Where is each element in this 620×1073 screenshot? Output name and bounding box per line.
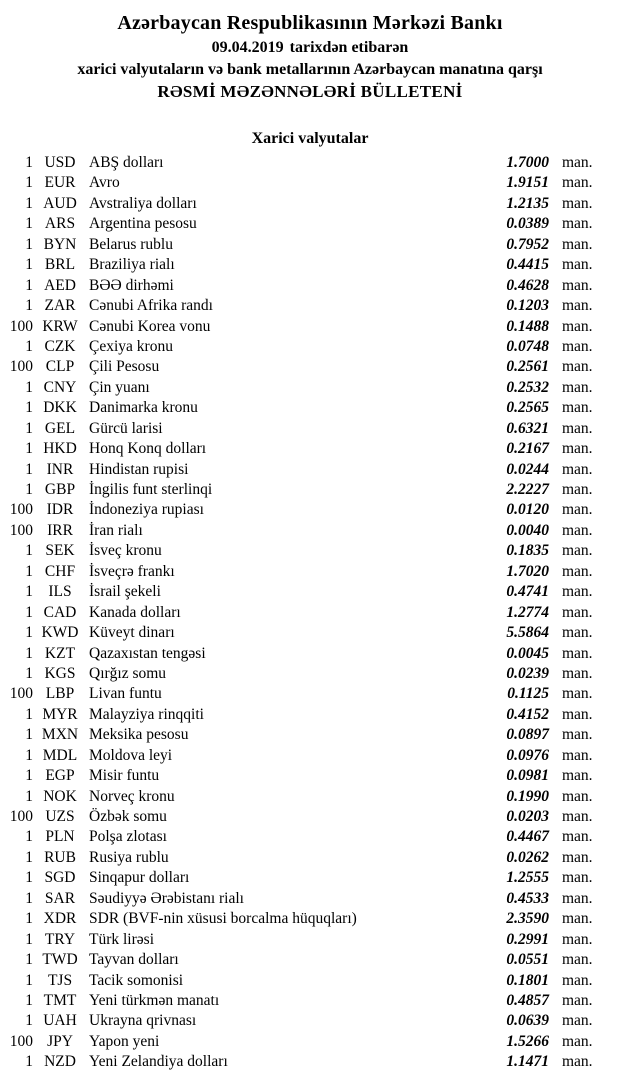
currency-quantity: 1 — [25, 194, 33, 212]
currency-name: Cənubi Afrika randı — [89, 297, 213, 315]
manat-unit-label: man. — [562, 971, 593, 989]
currency-code: BRL — [44, 256, 76, 274]
effective-date: 09.04.2019 — [211, 39, 284, 56]
manat-unit-label: man. — [562, 1032, 593, 1050]
currency-code: UAH — [43, 1012, 77, 1030]
manat-unit-label: man. — [562, 194, 593, 212]
currency-rate: 0.0981 — [506, 767, 549, 785]
currency-rate: 0.4628 — [506, 276, 549, 294]
currency-code: CNY — [43, 378, 77, 396]
manat-unit-label: man. — [562, 930, 593, 948]
currency-name: Sinqapur dolları — [89, 869, 190, 887]
manat-unit-label: man. — [562, 603, 593, 621]
currency-row — [0, 725, 620, 745]
currency-rate: 0.2991 — [506, 930, 549, 948]
manat-unit-label: man. — [562, 562, 593, 580]
currency-quantity: 1 — [25, 460, 33, 478]
currency-rate: 0.1835 — [506, 542, 549, 560]
currency-row — [0, 644, 620, 664]
currency-name: Tacik somonisi — [89, 971, 184, 989]
currency-name: Yapon yeni — [89, 1032, 160, 1050]
currency-code: PLN — [45, 828, 75, 846]
currency-code: IDR — [46, 501, 74, 519]
currency-code: KZT — [44, 644, 76, 662]
currency-row — [0, 460, 620, 480]
manat-unit-label: man. — [562, 624, 593, 642]
currency-quantity: 1 — [25, 399, 33, 417]
manat-unit-label: man. — [562, 705, 593, 723]
currency-code: NOK — [43, 787, 77, 805]
currency-code: INR — [46, 460, 74, 478]
currency-quantity: 1 — [25, 276, 33, 294]
currency-quantity: 1 — [25, 991, 33, 1009]
manat-unit-label: man. — [562, 460, 593, 478]
currency-row — [0, 930, 620, 950]
manat-unit-label: man. — [562, 808, 593, 825]
currency-row — [0, 684, 620, 704]
manat-unit-label: man. — [562, 174, 593, 192]
currency-rate: 0.0389 — [506, 215, 549, 233]
manat-unit-label: man. — [562, 154, 593, 171]
manat-unit-label: man. — [562, 542, 593, 560]
currency-quantity: 1 — [25, 215, 33, 233]
currency-rate: 0.2561 — [506, 358, 549, 376]
manat-unit-label: man. — [562, 215, 593, 233]
currency-quantity: 1 — [25, 235, 33, 253]
manat-unit-label: man. — [562, 685, 593, 703]
currency-rate: 5.5864 — [506, 624, 549, 642]
currency-rate: 0.0239 — [506, 664, 549, 682]
manat-unit-label: man. — [562, 317, 593, 335]
currency-rate: 0.1125 — [507, 685, 549, 703]
currency-row — [0, 521, 620, 541]
currency-quantity: 1 — [25, 562, 33, 580]
currency-row — [0, 603, 620, 623]
manat-unit-label: man. — [562, 1012, 593, 1030]
currency-row — [0, 889, 620, 909]
currency-row — [0, 991, 620, 1011]
currency-name: Ukrayna qrivnası — [89, 1012, 197, 1030]
currency-quantity: 1 — [25, 378, 33, 396]
currency-name: Çin yuanı — [89, 378, 150, 396]
currency-code: XDR — [43, 910, 77, 928]
currency-rate: 1.9151 — [506, 174, 549, 192]
currency-name: ABŞ dolları — [89, 154, 164, 171]
currency-rate: 1.7000 — [506, 154, 549, 171]
currency-rate: 0.0976 — [506, 746, 549, 764]
currency-code: SEK — [45, 542, 75, 560]
currency-code: HKD — [43, 440, 77, 458]
currency-code: CZK — [44, 337, 76, 355]
manat-unit-label: man. — [562, 848, 593, 866]
currency-rates-table — [0, 153, 620, 1073]
currency-rate: 0.4415 — [506, 256, 549, 274]
currency-rate: 0.1203 — [506, 297, 549, 315]
currency-name: Belarus rublu — [89, 235, 173, 253]
currency-code: TRY — [44, 930, 76, 948]
manat-unit-label: man. — [562, 399, 593, 417]
currency-code: RUB — [44, 848, 76, 866]
currency-code: EUR — [44, 174, 76, 192]
currency-code: DKK — [43, 399, 77, 417]
currency-name: Qazaxıstan tengəsi — [89, 644, 206, 662]
currency-code: EGP — [45, 767, 75, 785]
currency-name: İran rialı — [89, 521, 143, 539]
currency-quantity: 1 — [25, 440, 33, 458]
manat-unit-label: man. — [562, 481, 593, 498]
currency-row — [0, 398, 620, 418]
currency-rate: 0.1488 — [506, 317, 549, 335]
currency-name: Argentina pesosu — [89, 215, 197, 233]
currency-quantity: 1 — [25, 869, 33, 887]
currency-code: GBP — [44, 481, 76, 498]
currency-code: GEL — [44, 419, 76, 437]
currency-rate: 0.4741 — [506, 583, 549, 601]
currency-row — [0, 705, 620, 725]
currency-rate: 0.4152 — [506, 705, 549, 723]
currency-rate: 0.0244 — [506, 460, 549, 478]
currency-name: Özbək somu — [89, 808, 167, 825]
currency-name: Meksika pesosu — [89, 726, 189, 744]
currency-code: USD — [44, 154, 76, 171]
manat-unit-label: man. — [562, 951, 593, 969]
currency-row — [0, 296, 620, 316]
currency-code: CHF — [44, 562, 76, 580]
currency-name: Polşa zlotası — [89, 828, 167, 846]
manat-unit-label: man. — [562, 787, 593, 805]
currency-name: İngilis funt sterlinqi — [89, 481, 213, 498]
currency-rate: 0.0262 — [506, 848, 549, 866]
currency-quantity: 1 — [25, 603, 33, 621]
manat-unit-label: man. — [562, 767, 593, 785]
currency-name: Tayvan dolları — [89, 951, 179, 969]
currency-quantity: 1 — [25, 337, 33, 355]
currency-code: KRW — [42, 317, 78, 335]
currency-rate: 0.6321 — [506, 419, 549, 437]
section-title-foreign-currencies: Xarici valyutalar — [251, 130, 369, 147]
currency-code: TJS — [47, 971, 73, 989]
manat-unit-label: man. — [562, 337, 593, 355]
manat-unit-label: man. — [562, 869, 593, 887]
currency-quantity: 1 — [25, 705, 33, 723]
currency-row — [0, 746, 620, 766]
currency-row — [0, 214, 620, 234]
currency-rate: 0.2532 — [506, 378, 549, 396]
currency-name: Yeni Zelandiya dolları — [89, 1053, 228, 1071]
currency-rate: 0.0748 — [506, 337, 549, 355]
currency-code: ZAR — [44, 297, 76, 315]
currency-quantity: 1 — [25, 910, 33, 928]
currency-quantity: 100 — [9, 317, 33, 335]
manat-unit-label: man. — [562, 644, 593, 662]
currency-quantity: 1 — [25, 971, 33, 989]
currency-row — [0, 1011, 620, 1031]
currency-rate: 0.0120 — [506, 501, 549, 519]
currency-rate: 1.2555 — [506, 869, 549, 887]
currency-name: Yeni türkmən manatı — [89, 991, 220, 1009]
currency-row — [0, 378, 620, 398]
currency-name: Türk lirəsi — [89, 930, 154, 948]
currency-row — [0, 500, 620, 520]
currency-row — [0, 439, 620, 459]
currency-row — [0, 868, 620, 888]
currency-name: Səudiyyə Ərəbistanı rialı — [89, 889, 244, 907]
currency-name: Çexiya kronu — [89, 337, 173, 355]
manat-unit-label: man. — [562, 235, 593, 253]
currency-quantity: 1 — [25, 848, 33, 866]
currency-quantity: 1 — [25, 951, 33, 969]
manat-unit-label: man. — [562, 501, 593, 519]
effective-date-line — [0, 37, 620, 59]
currency-code: AED — [44, 276, 76, 294]
currency-code: BYN — [43, 235, 77, 253]
currency-rate: 1.7020 — [506, 562, 549, 580]
currency-rate: 1.5266 — [506, 1032, 549, 1050]
currency-rate: 0.2167 — [506, 440, 549, 458]
currency-rate: 0.4533 — [506, 889, 549, 907]
bank-title: Azərbaycan Respublikasının Mərkəzi Bankı — [117, 12, 503, 34]
currency-quantity: 1 — [25, 828, 33, 846]
currency-rate: 1.2774 — [506, 603, 549, 621]
currency-row — [0, 480, 620, 500]
currency-quantity: 1 — [25, 644, 33, 662]
currency-name: Honq Konq dolları — [89, 440, 207, 458]
scope-line: xarici valyutaların və bank metallarının Azərbaycan manatına qarşı — [77, 61, 543, 78]
currency-row — [0, 317, 620, 337]
currency-row — [0, 357, 620, 377]
currency-name: Kanada dolları — [89, 603, 181, 621]
currency-row — [0, 787, 620, 807]
manat-unit-label: man. — [562, 889, 593, 907]
currency-name: Küveyt dinarı — [89, 624, 175, 642]
currency-rate: 0.0551 — [506, 951, 549, 969]
currency-row — [0, 1032, 620, 1052]
currency-code: TMT — [43, 991, 77, 1009]
currency-name: Livan funtu — [89, 685, 162, 703]
currency-row — [0, 807, 620, 827]
currency-name: BƏƏ dirhəmi — [89, 276, 174, 294]
bulletin-title: RƏSMİ MƏZƏNNƏLƏRİ BÜLLETENİ — [157, 82, 463, 101]
currency-name: Gürcü larisi — [89, 419, 163, 437]
currency-quantity: 1 — [25, 1053, 33, 1071]
currency-row — [0, 562, 620, 582]
currency-code: SAR — [44, 889, 76, 907]
currency-name: Moldova leyi — [89, 746, 173, 764]
currency-quantity: 1 — [25, 664, 33, 682]
currency-row — [0, 664, 620, 684]
currency-rate: 0.0045 — [506, 644, 549, 662]
manat-unit-label: man. — [562, 991, 593, 1009]
currency-code: KWD — [41, 624, 79, 642]
currency-quantity: 1 — [25, 930, 33, 948]
currency-rate: 0.0897 — [506, 726, 549, 744]
currency-name: Rusiya rublu — [89, 848, 169, 866]
manat-unit-label: man. — [562, 256, 593, 274]
currency-row — [0, 766, 620, 786]
currency-row — [0, 255, 620, 275]
currency-name: İsveç kronu — [89, 542, 162, 560]
effective-date-suffix: tarixdən etibarən — [289, 39, 409, 56]
currency-code: IRR — [47, 521, 73, 539]
currency-rate: 0.2565 — [506, 399, 549, 417]
currency-code: KGS — [44, 664, 76, 682]
currency-name: Çili Pesosu — [89, 358, 160, 376]
currency-name: Norveç kronu — [89, 787, 175, 805]
currency-quantity: 1 — [25, 583, 33, 601]
currency-code: MDL — [42, 746, 78, 764]
manat-unit-label: man. — [562, 910, 593, 928]
currency-row — [0, 827, 620, 847]
manat-unit-label: man. — [562, 440, 593, 458]
currency-row — [0, 173, 620, 193]
manat-unit-label: man. — [562, 521, 593, 539]
currency-row — [0, 971, 620, 991]
currency-quantity: 1 — [25, 767, 33, 785]
manat-unit-label: man. — [562, 419, 593, 437]
currency-code: UZS — [45, 808, 75, 825]
currency-code: MYR — [42, 705, 78, 723]
currency-name: SDR (BVF-nin xüsusi borcalma hüquqları) — [89, 910, 357, 928]
currency-code: SGD — [44, 869, 76, 887]
currency-quantity: 100 — [9, 1032, 33, 1050]
currency-rate: 2.2227 — [506, 481, 549, 498]
currency-code: MXN — [41, 726, 79, 744]
manat-unit-label: man. — [562, 276, 593, 294]
currency-name: Avro — [89, 174, 120, 192]
currency-quantity: 1 — [25, 481, 33, 498]
currency-row — [0, 235, 620, 255]
currency-quantity: 100 — [9, 685, 33, 703]
currency-row — [0, 276, 620, 296]
currency-name: Cənubi Korea vonu — [89, 317, 211, 335]
currency-row — [0, 623, 620, 643]
currency-rate: 0.4467 — [506, 828, 549, 846]
currency-quantity: 1 — [25, 419, 33, 437]
currency-rate: 0.0639 — [506, 1012, 549, 1030]
currency-row — [0, 337, 620, 357]
currency-code: ARS — [44, 215, 76, 233]
currency-row — [0, 582, 620, 602]
currency-row — [0, 194, 620, 214]
manat-unit-label: man. — [562, 828, 593, 846]
manat-unit-label: man. — [562, 664, 593, 682]
currency-row — [0, 848, 620, 868]
currency-code: TWD — [42, 951, 78, 969]
currency-code: ILS — [48, 583, 72, 601]
currency-rate: 0.7952 — [506, 235, 549, 253]
currency-quantity: 1 — [25, 1012, 33, 1030]
currency-rate: 0.4857 — [506, 991, 549, 1009]
currency-name: Avstraliya dolları — [89, 194, 197, 212]
currency-quantity: 1 — [25, 889, 33, 907]
currency-rate: 2.3590 — [506, 910, 549, 928]
currency-name: İsveçrə frankı — [89, 562, 175, 580]
currency-name: Malayziya rinqqiti — [89, 705, 204, 723]
currency-name: Braziliya rialı — [89, 256, 175, 274]
currency-quantity: 1 — [25, 542, 33, 560]
currency-rate: 1.2135 — [506, 194, 549, 212]
currency-rate: 1.1471 — [506, 1053, 549, 1071]
manat-unit-label: man. — [562, 378, 593, 396]
currency-code: CLP — [45, 358, 75, 376]
currency-quantity: 100 — [9, 501, 33, 519]
currency-code: JPY — [47, 1032, 73, 1050]
currency-quantity: 1 — [25, 624, 33, 642]
currency-quantity: 1 — [25, 256, 33, 274]
currency-code: CAD — [43, 603, 77, 621]
currency-quantity: 100 — [9, 358, 33, 376]
currency-rate: 0.0040 — [506, 521, 549, 539]
currency-row — [0, 153, 620, 173]
currency-quantity: 1 — [25, 726, 33, 744]
currency-row — [0, 541, 620, 561]
currency-quantity: 1 — [25, 787, 33, 805]
currency-quantity: 1 — [25, 154, 33, 171]
currency-quantity: 100 — [9, 808, 33, 825]
currency-quantity: 100 — [9, 521, 33, 539]
currency-quantity: 1 — [25, 297, 33, 315]
currency-row — [0, 1052, 620, 1072]
manat-unit-label: man. — [562, 746, 593, 764]
manat-unit-label: man. — [562, 297, 593, 315]
currency-rate: 0.1990 — [506, 787, 549, 805]
currency-quantity: 1 — [25, 174, 33, 192]
manat-unit-label: man. — [562, 726, 593, 744]
currency-name: Qırğız somu — [89, 664, 167, 682]
currency-name: İsrail şekeli — [89, 583, 161, 601]
currency-row — [0, 950, 620, 970]
currency-name: İndoneziya rupiası — [89, 501, 204, 519]
manat-unit-label: man. — [562, 358, 593, 376]
currency-code: NZD — [44, 1053, 76, 1071]
manat-unit-label: man. — [562, 583, 593, 601]
currency-name: Hindistan rupisi — [89, 460, 189, 478]
manat-unit-label: man. — [562, 1053, 593, 1071]
currency-quantity: 1 — [25, 746, 33, 764]
currency-code: AUD — [43, 194, 77, 212]
currency-name: Danimarka kronu — [89, 399, 198, 417]
currency-rate: 0.0203 — [506, 808, 549, 825]
currency-code: LBP — [45, 685, 75, 703]
currency-name: Misir funtu — [89, 767, 160, 785]
currency-row — [0, 419, 620, 439]
currency-row — [0, 909, 620, 929]
bulletin-header — [0, 9, 620, 103]
currency-rate: 0.1801 — [506, 971, 549, 989]
